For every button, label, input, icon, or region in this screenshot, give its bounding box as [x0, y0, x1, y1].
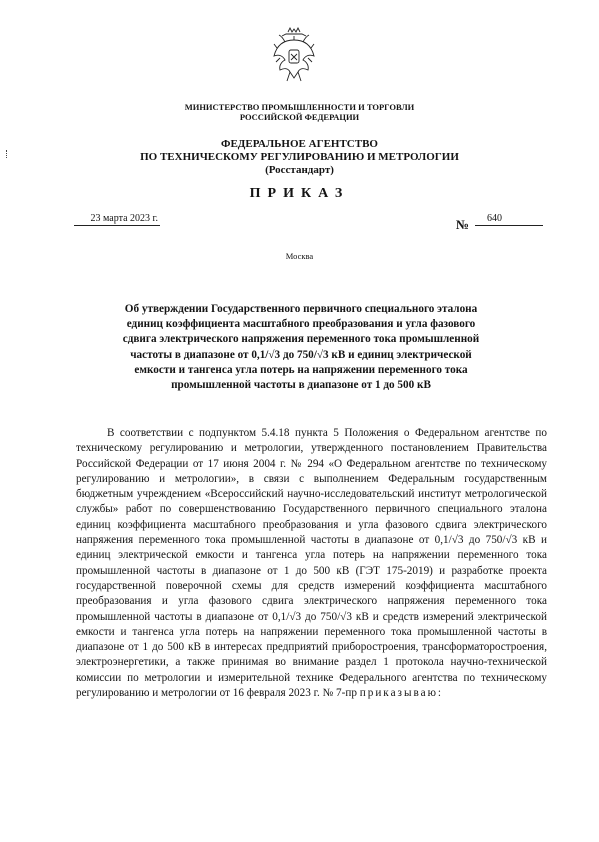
order-city: Москва — [285, 251, 314, 261]
subject-line-3: сдвига электрического напряжения переменного тока промышленной — [122, 333, 480, 346]
order-date: 23 марта 2023 г. — [74, 213, 160, 226]
order-number-label: № — [456, 217, 470, 232]
subject-line-1: Об утверждении Государственного первичного специального эталона — [124, 303, 478, 315]
order-number: 640 — [475, 213, 543, 226]
coat-of-arms-emblem-icon — [271, 26, 317, 84]
body-closing-word: приказываю: — [359, 687, 444, 700]
order-title: ПРИКАЗ — [249, 186, 350, 201]
ministry-line-1: МИНИСТЕРСТВО ПРОМЫШЛЕННОСТИ И ТОРГОВЛИ — [184, 102, 415, 112]
agency-line-3: (Росстандарт) — [265, 164, 334, 176]
subject-line-5: емкости и тангенса угла потерь на напряжении переменного тока — [134, 363, 468, 376]
agency-name — [0, 138, 599, 177]
body-main-text: В соответствии с подпунктом 5.4.18 пункта 5 Положения о Федеральном агентстве по техническому регулированию и метрологии, утвержденного постановлением Правительства Российской Федерации от 17 июня 2004 г. № 294 «О Федеральном агентстве по техническому регулированию и метрологии», в связи с выполнением Федеральным государственным бюджетным учреждением «Всероссийский научно-исследовательский институт метрологической службы» работ по совершенствованию Государственного первичного специального эталона единиц коэффициента масштабного преобразования и угла фазового сдвига электрического напряжения переменного тока промышленной частоты в диапазоне от 0,1/√3 до 750/√3 кВ и единиц электрической емкости и тангенса угла потерь на напряжении переменного тока промышленной частоты в диапазоне от 1 до 500 кВ (ГЭТ 175-2019) и разработке проекта государственной поверочной схемы для средств измерений коэффициента масштабного преобразования и угла фазового сдвига электрического напряжения переменного тока промышленной частоты в диапазоне от 0,1/√3 до 750/√3 кВ и средств измерений электрической емкости и тангенса угла потерь на напряжении переменного тока промышленной частоты в диапазоне от 1 до 500 кВ в интересах предприятий приборостроения, трансформаторостроения, электроэнергетики, а также принимая во внимание раздел 1 протокола научно-технической комиссии по метрологии и измерительной технике Федерального агентства по техническому регулированию и метрологии от 16 февраля 2023 г. № 7-пр — [76, 427, 547, 700]
order-subject — [78, 302, 524, 393]
ministry-line-2: РОССИЙСКОЙ ФЕДЕРАЦИИ — [239, 112, 360, 122]
agency-line-1: ФЕДЕРАЛЬНОЕ АГЕНТСТВО — [221, 138, 378, 150]
body-paragraph — [76, 426, 547, 701]
subject-line-6: промышленной частоты в диапазоне от 1 до 500 кВ — [171, 379, 431, 392]
subject-line-2: единиц коэффициента масштабного преобразования и угла фазового — [126, 318, 476, 331]
ministry-name — [0, 102, 599, 122]
subject-line-4: частоты в диапазоне от 0,1/√3 до 750/√3 кВ и единиц электрической — [130, 348, 472, 361]
agency-line-2: ПО ТЕХНИЧЕСКОМУ РЕГУЛИРОВАНИЮ И МЕТРОЛОГИИ — [140, 151, 459, 163]
